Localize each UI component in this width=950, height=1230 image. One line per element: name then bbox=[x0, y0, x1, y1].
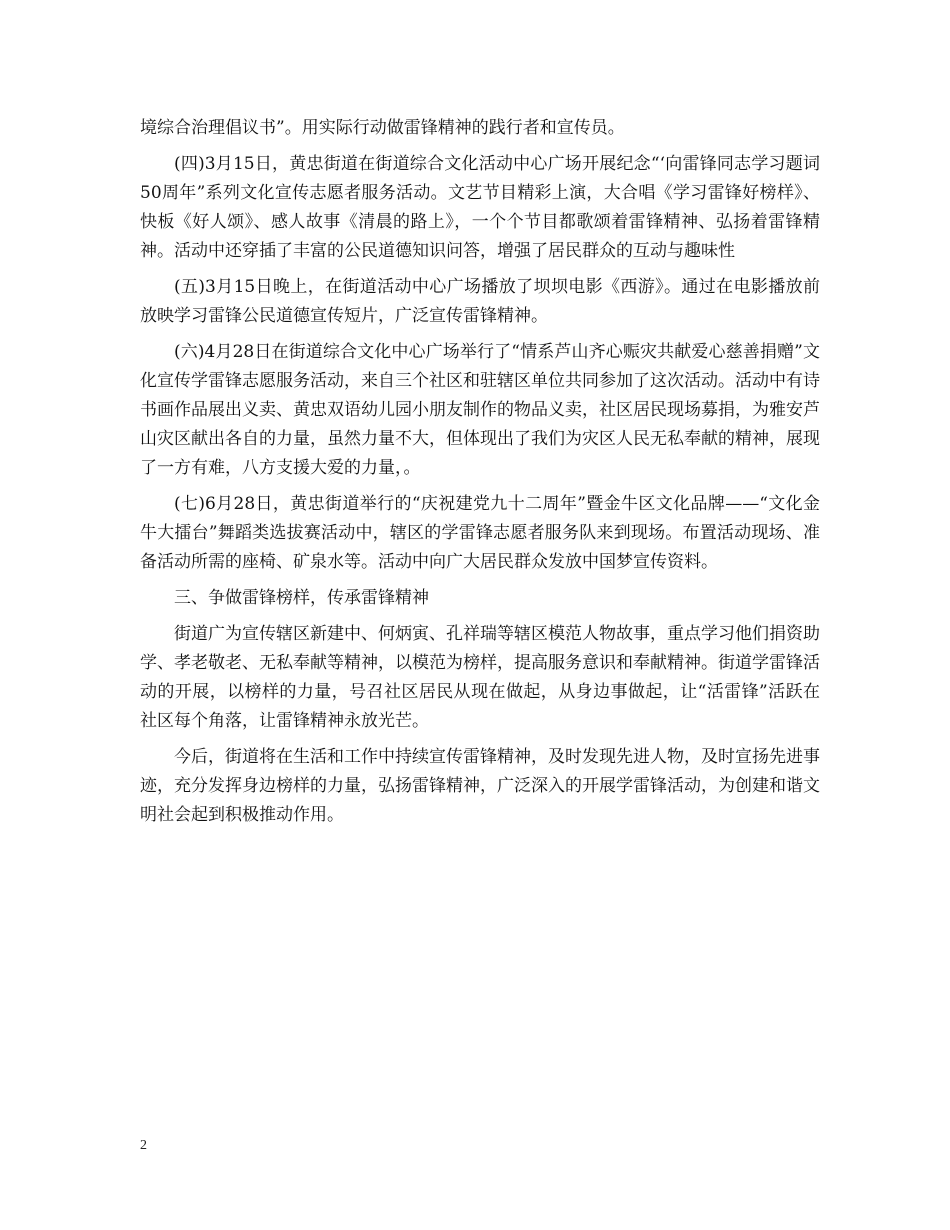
paragraph-item-4: (四)3月15日，黄忠街道在街道综合文化活动中心广场开展纪念“‘向雷锋同志学习题词50周年”系列文化宣传志愿者服务活动。文艺节目精彩上演，大合唱《学习雷锋好榜样》、快板《好人颂》、感人故事《清晨的路上》，一个个节目都歌颂着雷锋精神、弘扬着雷锋精神。活动中还穿插了丰富的公民道德知识问答，增强了居民群众的互动与趣味性 bbox=[140, 154, 820, 261]
paragraph-role-models: 街道广为宣传辖区新建中、何炳寅、孔祥瑞等辖区模范人物故事，重点学习他们捐资助学、孝老敬老、无私奉献等精神，以模范为榜样，提高服务意识和奉献精神。街道学雷锋活动的开展，以榜样的力量，号召社区居民从现在做起，从身边事做起，让“活雷锋”活跃在社区每个角落，让雷锋精神永放光芒。 bbox=[140, 624, 820, 731]
document-body bbox=[140, 114, 820, 837]
paragraph-continuation: 境综合治理倡议书”。用实际行动做雷锋精神的践行者和宣传员。 bbox=[140, 118, 625, 138]
page-number: 2 bbox=[140, 1138, 147, 1153]
paragraph-item-5: (五)3月15日晚上，在街道活动中心广场播放了坝坝电影《西游》。通过在电影播放前放映学习雷锋公民道德宣传短片，广泛宣传雷锋精神。 bbox=[140, 277, 820, 326]
paragraph-item-7: (七)6月28日，黄忠街道举行的“庆祝建党九十二周年”暨金牛区文化品牌——“文化金牛大擂台”舞蹈类选拔赛活动中，辖区的学雷锋志愿者服务队来到现场。布置活动现场、准备活动所需的座椅、矿泉水等。活动中向广大居民群众发放中国梦宣传资料。 bbox=[140, 494, 820, 572]
paragraph-conclusion: 今后，街道将在生活和工作中持续宣传雷锋精神，及时发现先进人物，及时宣扬先进事迹，充分发挥身边榜样的力量，弘扬雷锋精神，广泛深入的开展学雷锋活动，为创建和谐文明社会起到积极推动作用。 bbox=[140, 747, 820, 825]
section-heading-3: 三、争做雷锋榜样，传承雷锋精神 bbox=[174, 588, 429, 608]
paragraph-item-6: (六)4月28日在街道综合文化中心广场举行了“情系芦山齐心赈灾共献爱心慈善捐赠”文化宣传学雷锋志愿服务活动，来自三个社区和驻辖区单位共同参加了这次活动。活动中有诗书画作品展出义卖、黄忠双语幼儿园小朋友制作的物品义卖，社区居民现场募捐，为雅安芦山灾区献出各自的力量，虽然力量不大，但体现出了我们为灾区人民无私奉献的精神，展现了一方有难，八方支援大爱的力量，。 bbox=[140, 342, 820, 478]
